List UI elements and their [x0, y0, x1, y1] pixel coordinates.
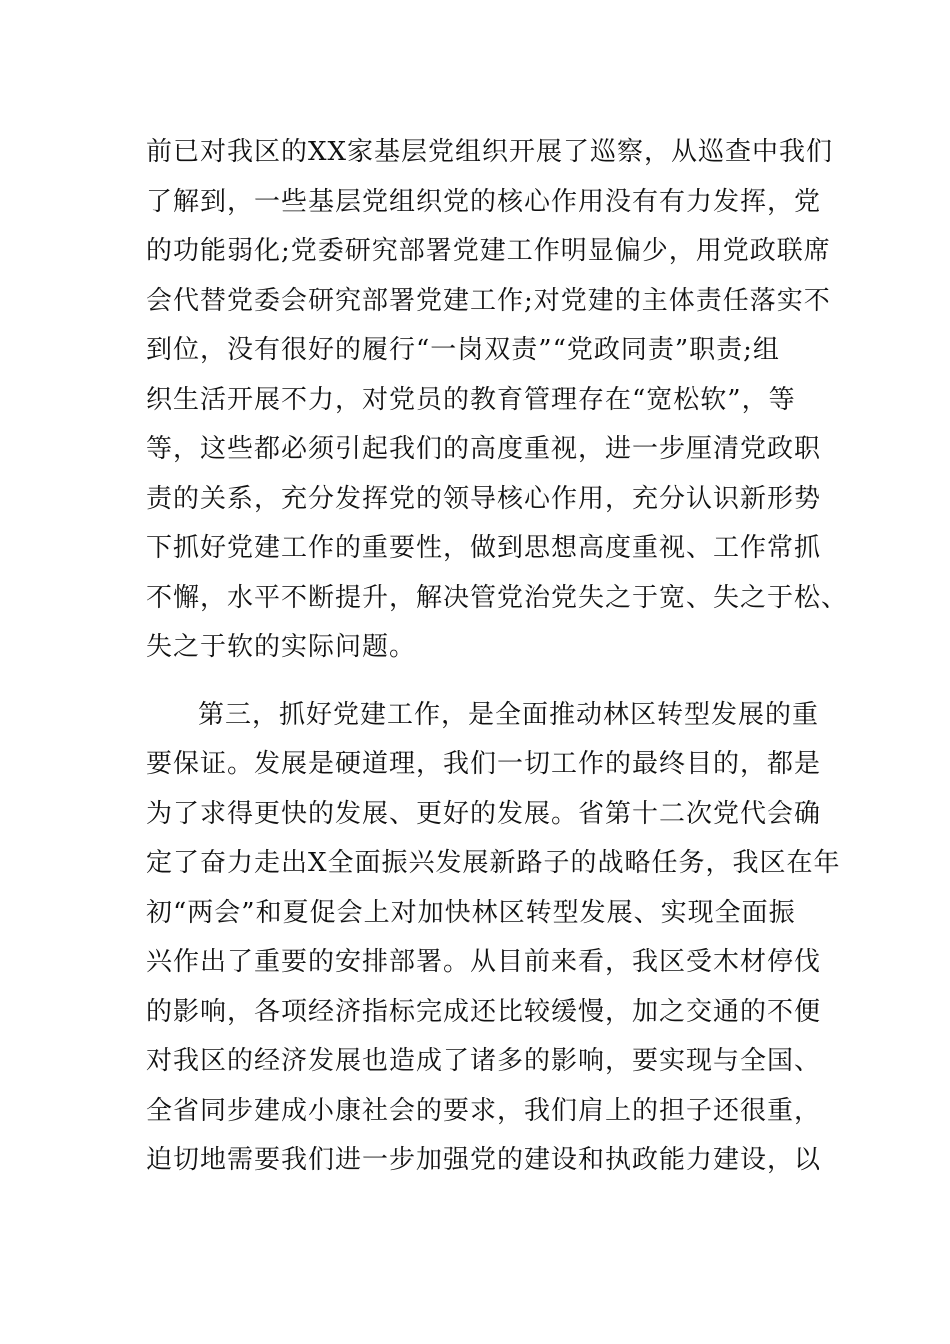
- paragraph-1-line-2: 了解到，一些基层党组织党的核心作用没有有力发挥，党: [146, 186, 822, 217]
- paragraph-1-line-1: 前已对我区的XX家基层党组织开展了巡察，从巡查中我们: [146, 137, 834, 167]
- paragraph-2-line-5: 初“两会”和夏促会上对加快林区转型发展、实现全面振: [146, 897, 796, 928]
- paragraph-2-line-4: 定了奋力走出X全面振兴发展新路子的战略任务，我区在年: [146, 848, 841, 878]
- paragraph-1-line-9: 下抓好党建工作的重要性，做到思想高度重视、工作常抓: [146, 533, 822, 563]
- paragraph-1-line-4: 会代替党委会研究部署党建工作;对党建的主体责任落实不: [146, 285, 831, 316]
- paragraph-2: [146, 691, 841, 1186]
- paragraph-2-line-9: 全省同步建成小康社会的要求，我们肩上的担子还很重，: [146, 1095, 822, 1126]
- paragraph-1-line-10: 不懈，水平不断提升，解决管党治党失之于宽、失之于松、: [146, 582, 849, 613]
- paragraph-1: [146, 128, 849, 673]
- paragraph-2-line-3: 为了求得更快的发展、更好的发展。省第十二次党代会确: [146, 798, 822, 829]
- paragraph-2-line-1: 第三，抓好党建工作，是全面推动林区转型发展的重: [198, 699, 820, 730]
- paragraph-1-line-5: 到位，没有很好的履行“一岗双责”“党政同责”职责;组: [146, 335, 780, 365]
- paragraph-2-line-6: 兴作出了重要的安排部署。从目前来看，我区受木材停伐: [146, 947, 822, 977]
- document-body: [146, 128, 849, 1186]
- paragraph-1-line-8: 责的关系，充分发挥党的领导核心作用，充分认识新形势: [146, 483, 822, 514]
- paragraph-2-line-10: 迫切地需要我们进一步加强党的建设和执政能力建设，以: [146, 1145, 822, 1175]
- paragraph-1-line-6: 织生活开展不力，对党员的教育管理存在“宽松软”，等: [146, 384, 796, 415]
- paragraph-1-line-3: 的功能弱化;党委研究部署党建工作明显偏少，用党政联席: [146, 236, 831, 266]
- paragraph-spacer: [146, 673, 806, 691]
- paragraph-2-line-2: 要保证。发展是硬道理，我们一切工作的最终目的，都是: [146, 749, 822, 779]
- paragraph-1-line-7: 等，这些都必须引起我们的高度重视，进一步厘清党政职: [146, 434, 822, 464]
- paragraph-2-line-7: 的影响，各项经济指标完成还比较缓慢，加之交通的不便: [146, 996, 822, 1027]
- paragraph-2-line-8: 对我区的经济发展也造成了诸多的影响，要实现与全国、: [146, 1046, 822, 1076]
- paragraph-1-line-11: 失之于软的实际问题。: [146, 632, 417, 662]
